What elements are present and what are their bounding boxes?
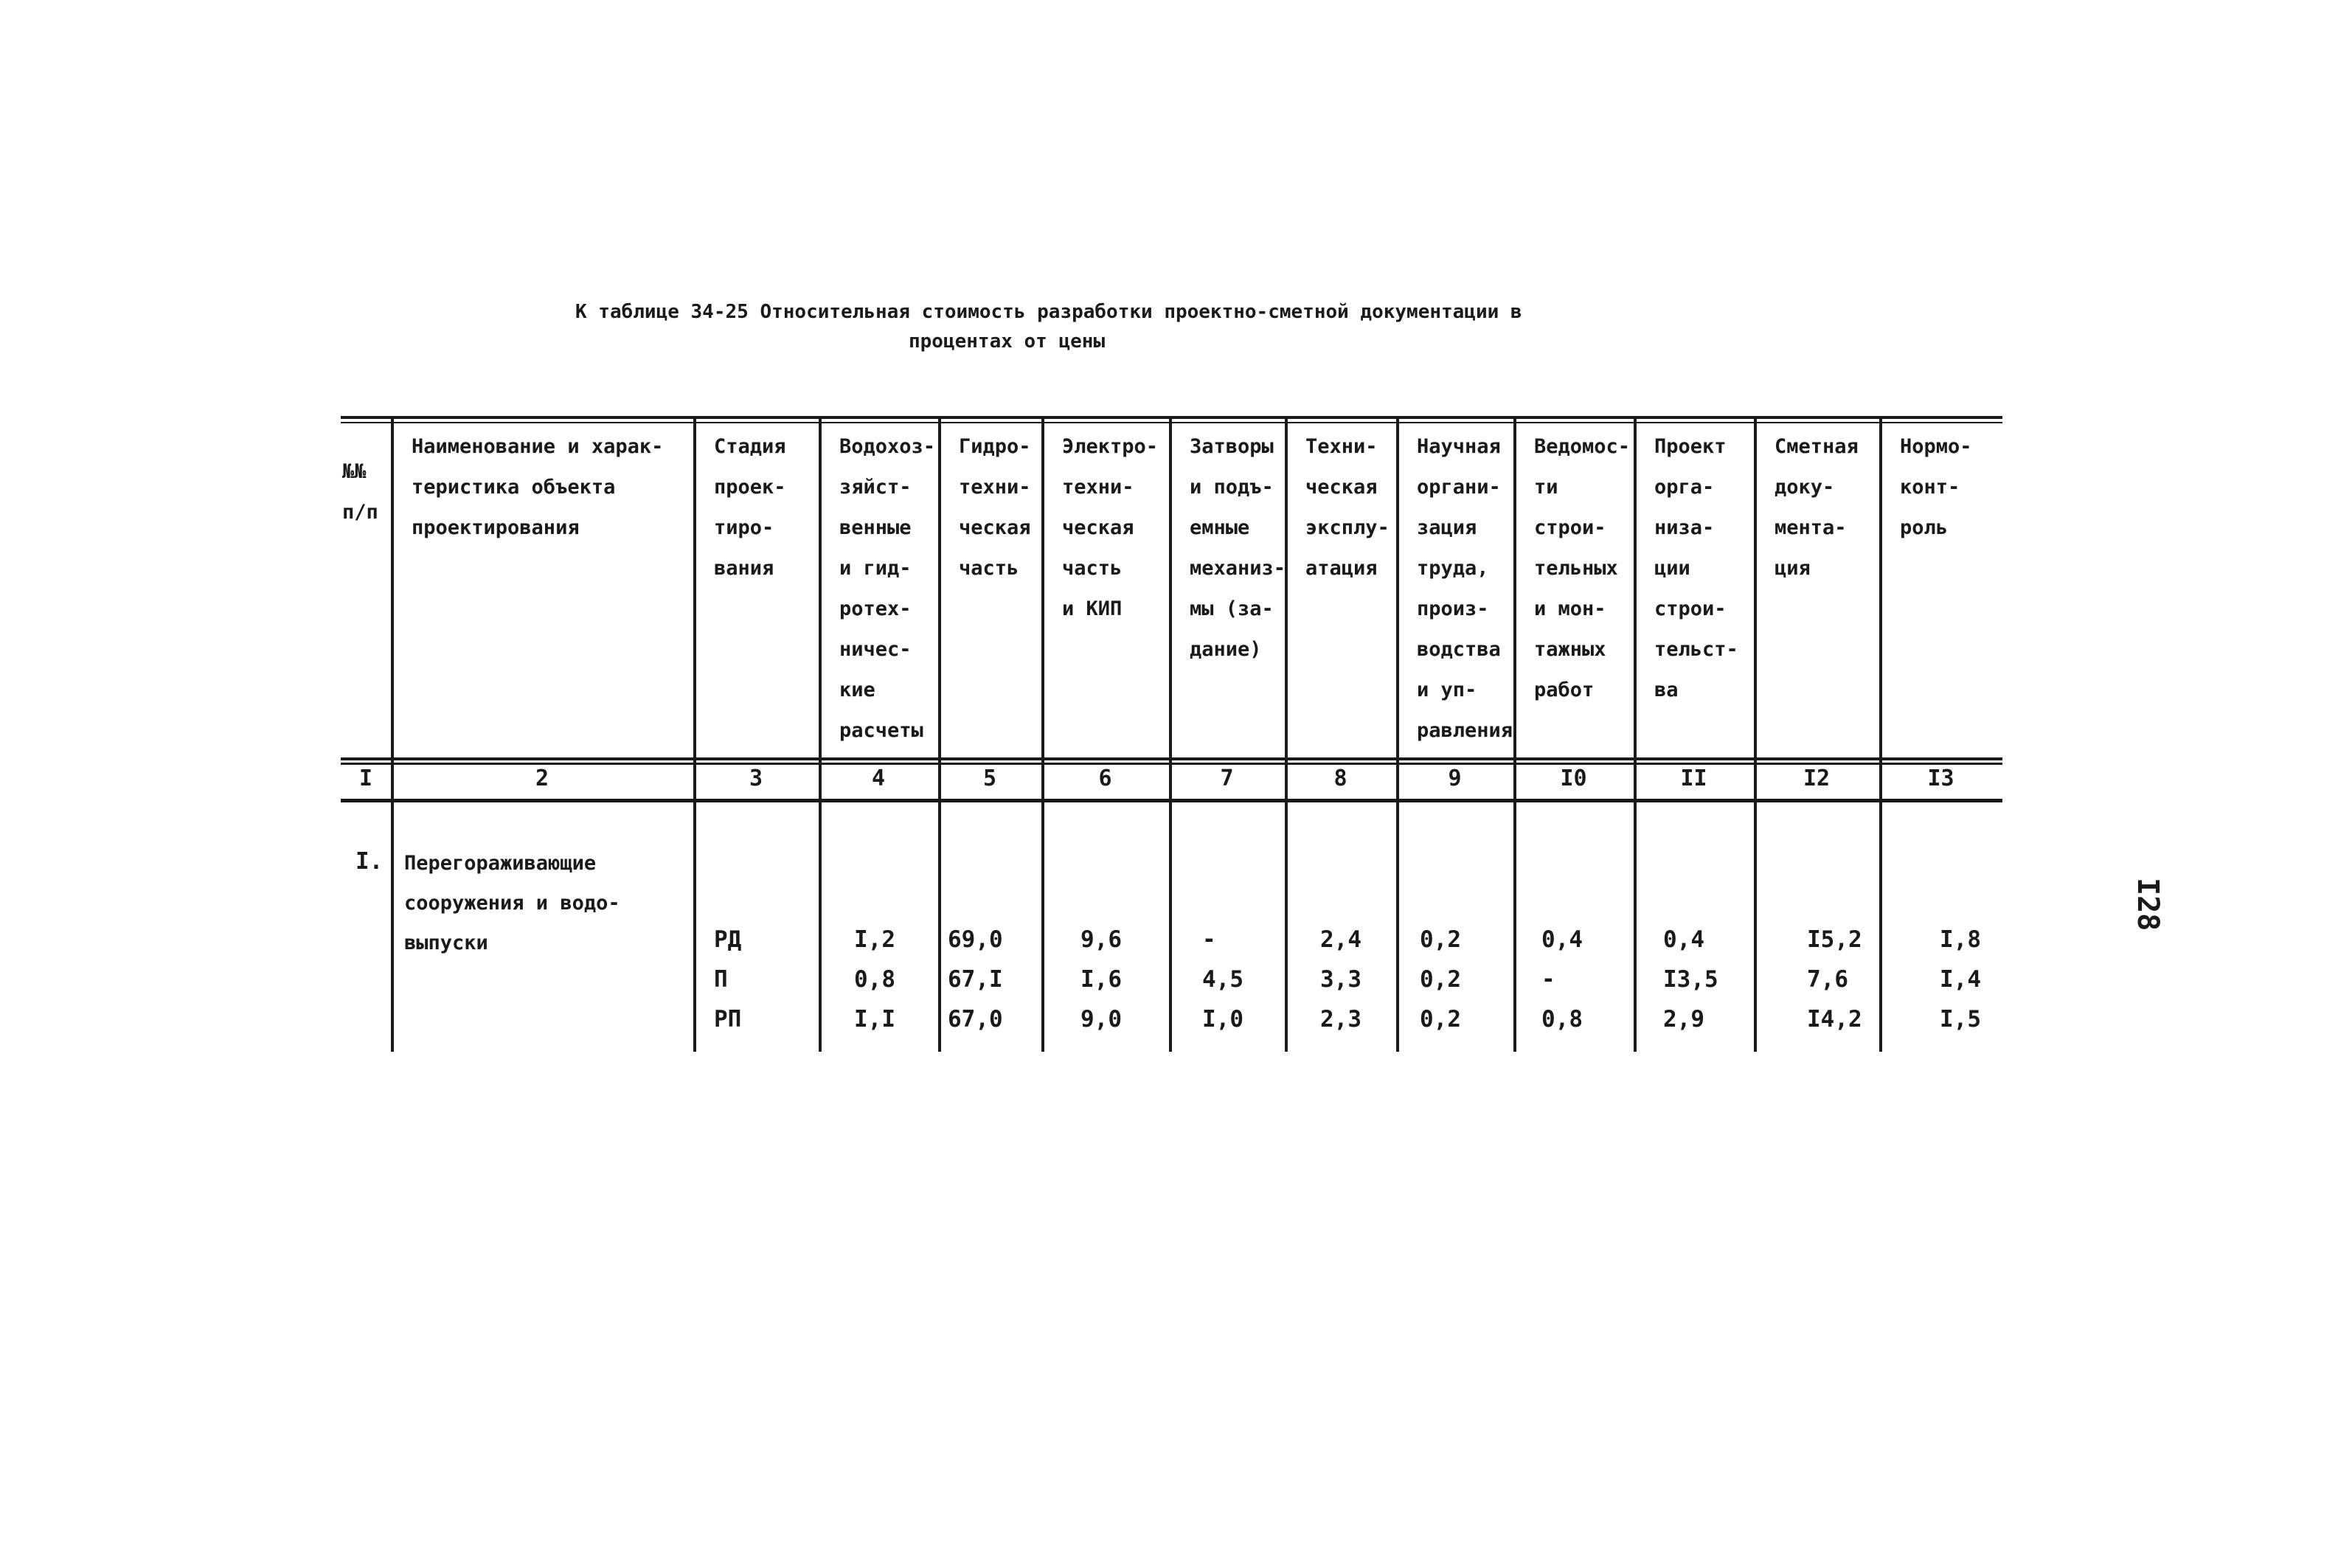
object-name-line: Перегораживающие <box>404 852 597 875</box>
header-line: доку- <box>1775 476 1835 499</box>
table-caption-continued: процентах от цены <box>909 330 1106 353</box>
header-line: техни- <box>959 476 1031 499</box>
column-divider <box>938 417 941 1052</box>
column-number: 6 <box>1098 766 1112 791</box>
header-line: ти <box>1534 476 1558 499</box>
header-line: тажных <box>1534 638 1606 661</box>
header-line: теристика объекта <box>412 476 616 499</box>
header-col-10 <box>1534 426 1630 710</box>
header-line: и мон- <box>1534 597 1606 620</box>
column-divider <box>1169 417 1172 1052</box>
header-line: Наименование и харак- <box>412 435 664 458</box>
header-line: мента- <box>1775 516 1847 539</box>
table-cell: 0,8 <box>1541 1006 1583 1033</box>
header-line: техни- <box>1062 476 1134 499</box>
header-line: емные <box>1190 516 1250 539</box>
header-line: п/п <box>342 501 378 524</box>
object-name-line: выпуски <box>404 932 488 954</box>
header-col-8 <box>1305 426 1390 589</box>
table-caption: К таблице 34-25 Относительная стоимость разработки проектно-сметной документации в <box>575 301 1522 323</box>
header-line: орга- <box>1654 476 1715 499</box>
column-number: 8 <box>1333 766 1347 791</box>
header-line: органи- <box>1417 476 1501 499</box>
table-cell: I5,2 <box>1807 926 1862 953</box>
header-line: ничес- <box>839 638 912 661</box>
header-line: строи- <box>1534 516 1606 539</box>
table-cell: 0,2 <box>1420 926 1461 953</box>
column-number: 9 <box>1448 766 1462 791</box>
table-cell: 67,I <box>948 966 1003 993</box>
table-cell: I,2 <box>854 926 895 953</box>
table-cell: I,8 <box>1940 926 1981 953</box>
column-number: 5 <box>982 766 997 791</box>
header-line: венные <box>839 516 912 539</box>
column-divider <box>693 417 696 1052</box>
object-name <box>404 844 620 963</box>
header-line: строи- <box>1654 597 1727 620</box>
table-cell: 0,2 <box>1420 966 1461 993</box>
header-line: тельных <box>1534 557 1618 580</box>
table-cell: 3,3 <box>1320 966 1361 993</box>
header-line: эксплу- <box>1305 516 1390 539</box>
table-cell: 0,4 <box>1663 926 1704 953</box>
header-line: часть <box>959 557 1019 580</box>
header-line: Стадия <box>714 435 786 458</box>
stage-code: РД <box>714 926 742 953</box>
table-cell: - <box>1202 926 1216 953</box>
header-line: низа- <box>1654 516 1715 539</box>
header-line: зация <box>1417 516 1477 539</box>
column-divider <box>1041 417 1044 1052</box>
header-line: проек- <box>714 476 786 499</box>
column-number: 4 <box>871 766 886 791</box>
header-line: вания <box>714 557 774 580</box>
header-line: ция <box>1775 557 1811 580</box>
column-divider <box>1634 417 1637 1052</box>
header-col-2 <box>412 426 663 548</box>
header-line: роль <box>1900 516 1949 539</box>
table-cell: I,I <box>854 1006 895 1033</box>
column-divider <box>819 417 822 1052</box>
table-cell: 0,8 <box>854 966 895 993</box>
header-line: Сметная <box>1775 435 1859 458</box>
table-cell: 69,0 <box>948 926 1003 953</box>
column-number: I0 <box>1560 766 1587 791</box>
header-line: равления <box>1417 719 1513 742</box>
header-line: атация <box>1305 557 1378 580</box>
object-name-line: сооружения и водо- <box>404 892 620 915</box>
header-line: произ- <box>1417 597 1489 620</box>
table-cell: I,5 <box>1940 1006 1981 1033</box>
header-line: конт- <box>1900 476 1960 499</box>
header-col-11 <box>1654 426 1738 710</box>
stage-code: П <box>714 966 728 993</box>
column-number: I3 <box>1927 766 1954 791</box>
header-line: дание) <box>1190 638 1262 661</box>
header-line: труда, <box>1417 557 1489 580</box>
table-cell: 2,9 <box>1663 1006 1704 1033</box>
header-line: зяйст- <box>839 476 912 499</box>
row-index: I. <box>355 848 384 875</box>
table-cell: 0,4 <box>1541 926 1583 953</box>
header-line: Гидро- <box>959 435 1031 458</box>
table-cell: 9,6 <box>1080 926 1122 953</box>
header-line: водства <box>1417 638 1501 661</box>
header-line: работ <box>1534 679 1595 701</box>
header-line: ротех- <box>839 597 912 620</box>
table-cell: 2,4 <box>1320 926 1361 953</box>
table-cell: I3,5 <box>1663 966 1718 993</box>
header-line: мы (за- <box>1190 597 1274 620</box>
column-divider <box>1396 417 1399 1052</box>
column-divider <box>1754 417 1757 1052</box>
header-line: и гид- <box>839 557 912 580</box>
header-line: тиро- <box>714 516 774 539</box>
header-col-9 <box>1417 426 1513 751</box>
header-line: ческая <box>1062 516 1134 539</box>
stage-code: РП <box>714 1006 742 1033</box>
header-line: проектирования <box>412 516 580 539</box>
header-line: Научная <box>1417 435 1501 458</box>
column-divider <box>391 417 394 1052</box>
column-divider <box>1513 417 1516 1052</box>
header-line: ческая <box>1305 476 1378 499</box>
table-cell: 9,0 <box>1080 1006 1122 1033</box>
header-line: и подъ- <box>1190 476 1274 499</box>
header-col-3 <box>714 426 786 589</box>
column-number: 2 <box>535 766 549 791</box>
header-line: кие <box>839 679 875 701</box>
table-cell: 2,3 <box>1320 1006 1361 1033</box>
header-line: механиз- <box>1190 557 1286 580</box>
header-line: расчеты <box>839 719 923 742</box>
header-col-13 <box>1900 426 1972 548</box>
table-cell: 4,5 <box>1202 966 1243 993</box>
header-line: Техни- <box>1305 435 1378 458</box>
header-line: Нормо- <box>1900 435 1972 458</box>
header-line: ции <box>1654 557 1690 580</box>
column-number: II <box>1680 766 1707 791</box>
column-number: 3 <box>749 766 763 791</box>
header-col-5 <box>959 426 1031 589</box>
column-divider <box>1879 417 1882 1052</box>
table-cell: 67,0 <box>948 1006 1003 1033</box>
table-cell: - <box>1541 966 1555 993</box>
header-line: часть <box>1062 557 1123 580</box>
page-number: I28 <box>2131 878 2165 932</box>
header-line: и уп- <box>1417 679 1477 701</box>
header-line: Электро- <box>1062 435 1159 458</box>
header-line: Водохоз- <box>839 435 936 458</box>
table-cell: 0,2 <box>1420 1006 1461 1033</box>
header-col-7 <box>1190 426 1286 670</box>
table-cell: I,4 <box>1940 966 1981 993</box>
column-number: I <box>358 766 373 791</box>
table-cell: 7,6 <box>1807 966 1848 993</box>
header-line: тельст- <box>1654 638 1738 661</box>
header-col-4 <box>839 426 935 751</box>
header-col-6 <box>1062 426 1158 629</box>
header-line: №№ <box>342 460 367 483</box>
header-row-number <box>342 451 378 533</box>
header-line: Ведомос- <box>1534 435 1631 458</box>
table-cell: I,0 <box>1202 1006 1243 1033</box>
table-cell: I4,2 <box>1807 1006 1862 1033</box>
header-line: ва <box>1654 679 1679 701</box>
header-line: ческая <box>959 516 1031 539</box>
header-col-12 <box>1775 426 1859 589</box>
header-line: Затворы <box>1190 435 1274 458</box>
header-line: Проект <box>1654 435 1727 458</box>
column-number: 7 <box>1220 766 1234 791</box>
column-number: I2 <box>1803 766 1831 791</box>
header-line: и КИП <box>1062 597 1123 620</box>
table-cell: I,6 <box>1080 966 1122 993</box>
